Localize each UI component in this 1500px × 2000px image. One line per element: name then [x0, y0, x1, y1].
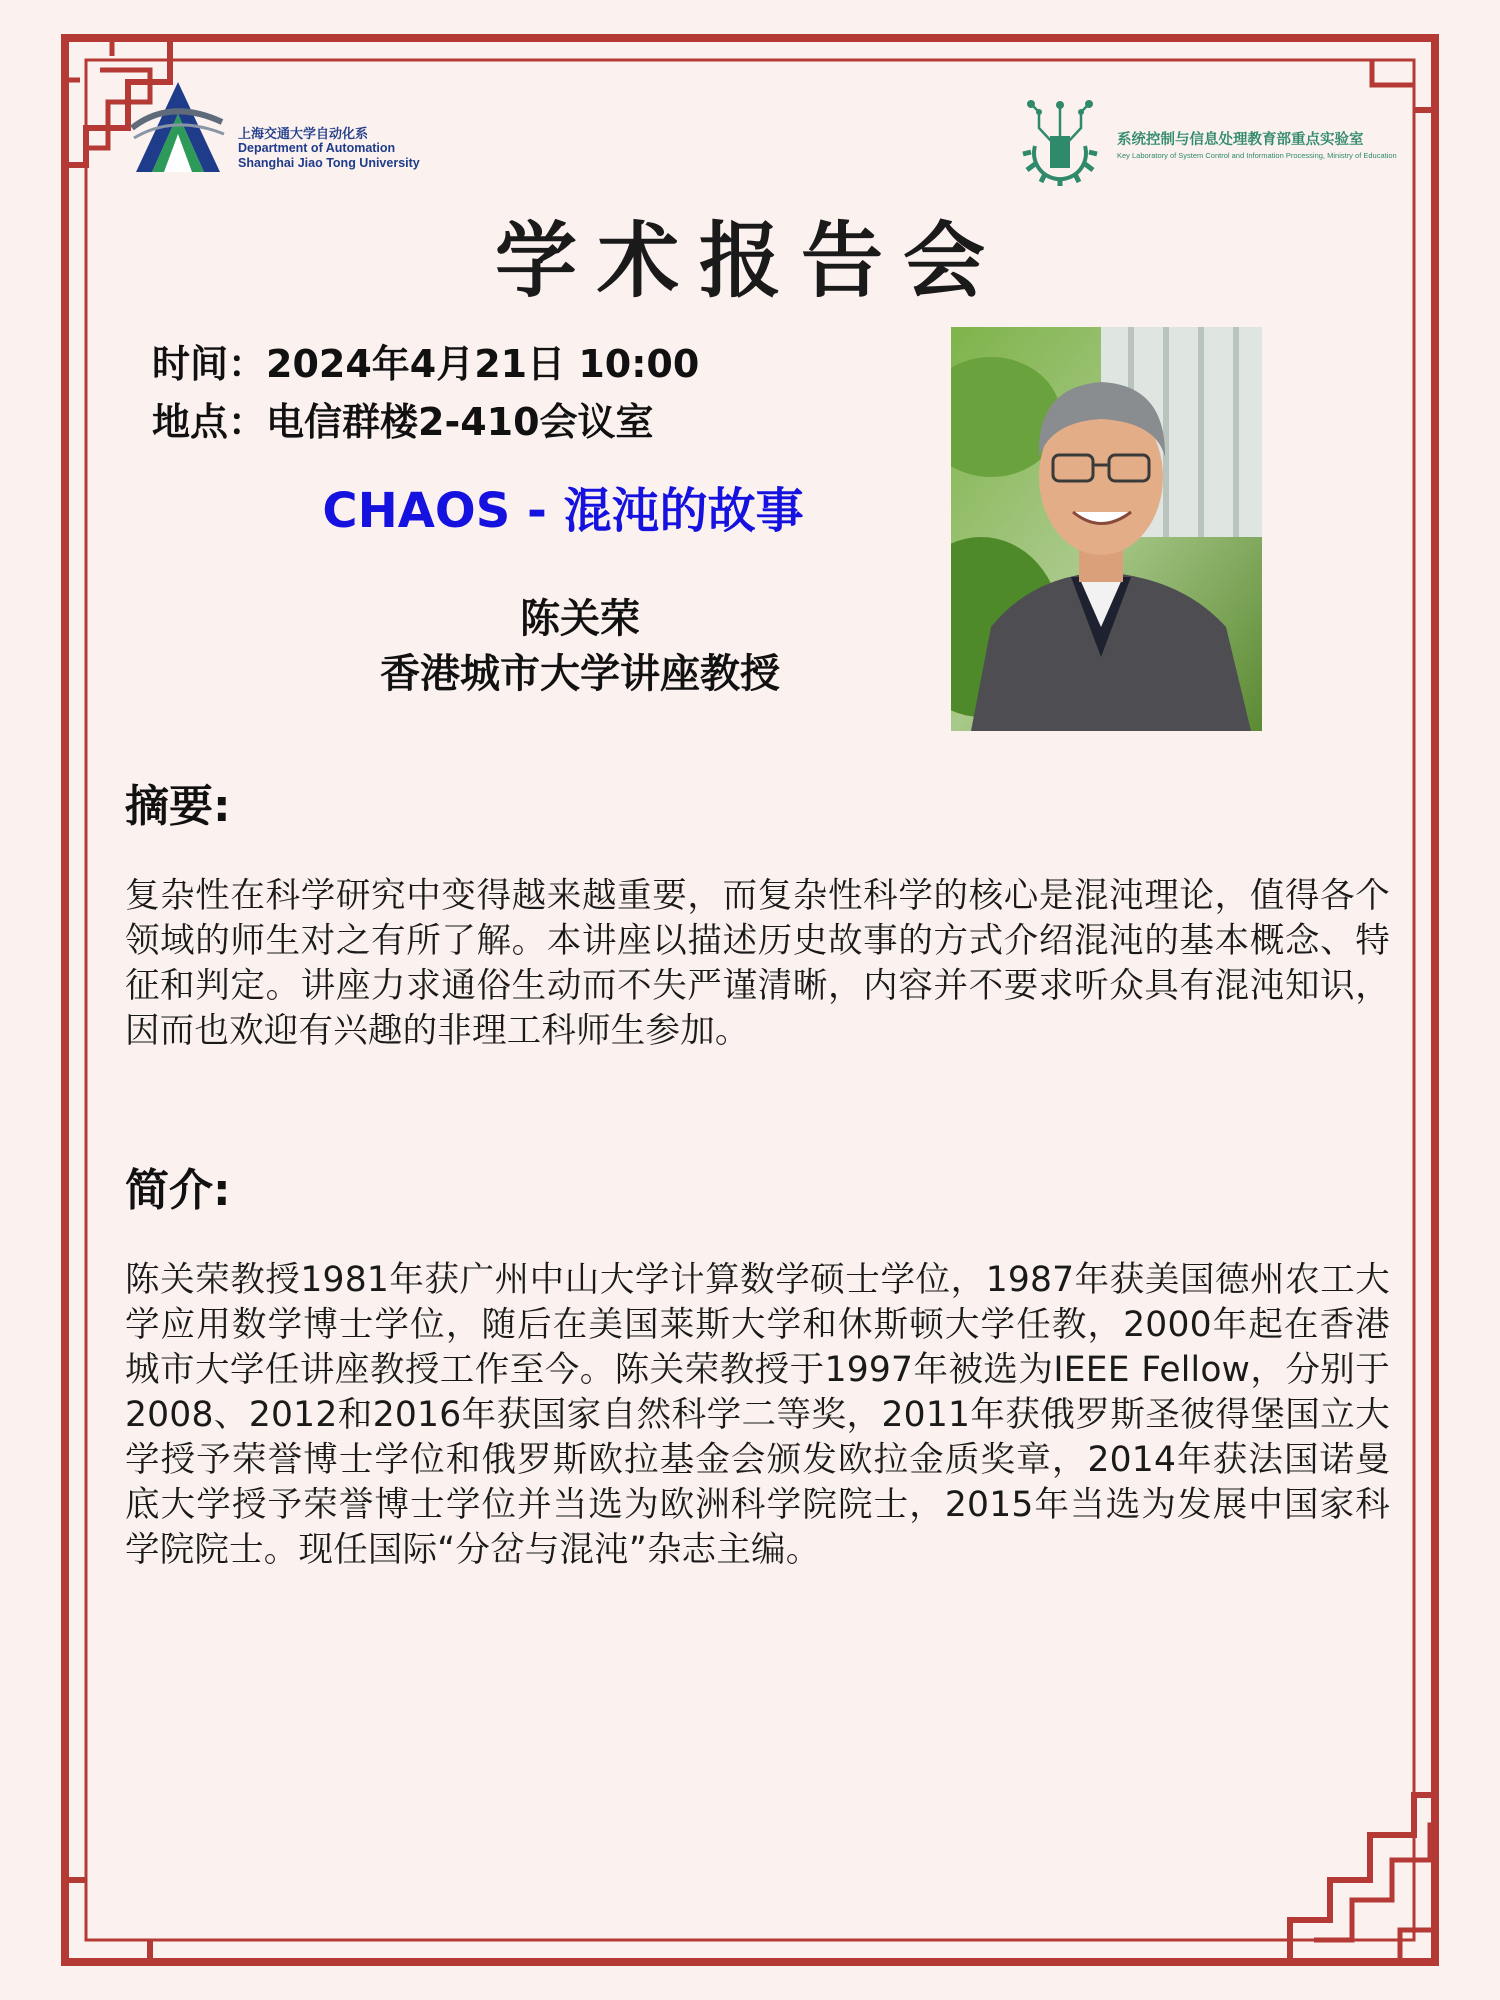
event-location: 地点：电信群楼2-410会议室 — [152, 400, 654, 444]
sjtu-automation-logo — [130, 78, 460, 178]
speaker-name: 陈关荣 — [520, 596, 640, 642]
right-logo-name-cn: 系统控制与信息处理教育部重点实验室 — [1117, 132, 1364, 148]
speaker-photo — [951, 327, 1262, 731]
page-title: 学术报告会 — [494, 213, 1005, 309]
abstract-heading: 摘要: — [125, 781, 231, 832]
bio-text: 陈关荣教授1981年获广州中山大学计算数学硕士学位，1987年获美国德州农工大学应用数学博士学位，随后在美国莱斯大学和休斯顿大学任教，2000年起在香港城市大学任讲座教授工作至今。陈关荣教授于1997年被选为IEEE Fellow，分别于2008、2012和2016年获国家自然科学二等奖，2011年获俄罗斯圣彼得堡国立大学授予荣誉博士学位和俄罗斯欧拉基金会颁发欧拉金质奖章，2014年获法国诺曼底大学授予荣誉博士学位并当选为欧洲科学院院士，2015年当选为发展中国家科学院院士。现任国际“分岔与混沌”杂志主编。 — [125, 1260, 1390, 1570]
gear-circuit-logo-icon — [1015, 98, 1105, 188]
left-logo-name-en-2: Shanghai Jiao Tong University — [238, 156, 420, 170]
speaker-position: 香港城市大学讲座教授 — [380, 651, 780, 697]
bio-heading: 简介: — [125, 1165, 231, 1216]
talk-title: CHAOS - 混沌的故事 — [322, 483, 804, 539]
left-logo-name-en-1: Department of Automation — [238, 141, 396, 155]
event-info — [152, 335, 699, 451]
event-time: 时间：2024年4月21日 10:00 — [152, 342, 700, 386]
right-logo-name-en: Key Laboratory of System Control and Information Processing, Ministry of Education — [1117, 151, 1397, 160]
left-logo-name-cn: 上海交通大学自动化系 — [238, 126, 369, 141]
abstract-text: 复杂性在科学研究中变得越来越重要，而复杂性科学的核心是混沌理论，值得各个领域的师生对之有所了解。本讲座以描述历史故事的方式介绍混沌的基本概念、特征和判定。讲座力求通俗生动而不失严谨清晰，内容并不要求听众具有混沌知识，因而也欢迎有兴趣的非理工科师生参加。 — [125, 876, 1390, 1051]
university-a-logo-icon — [130, 78, 225, 178]
key-lab-logo — [1015, 98, 1415, 188]
